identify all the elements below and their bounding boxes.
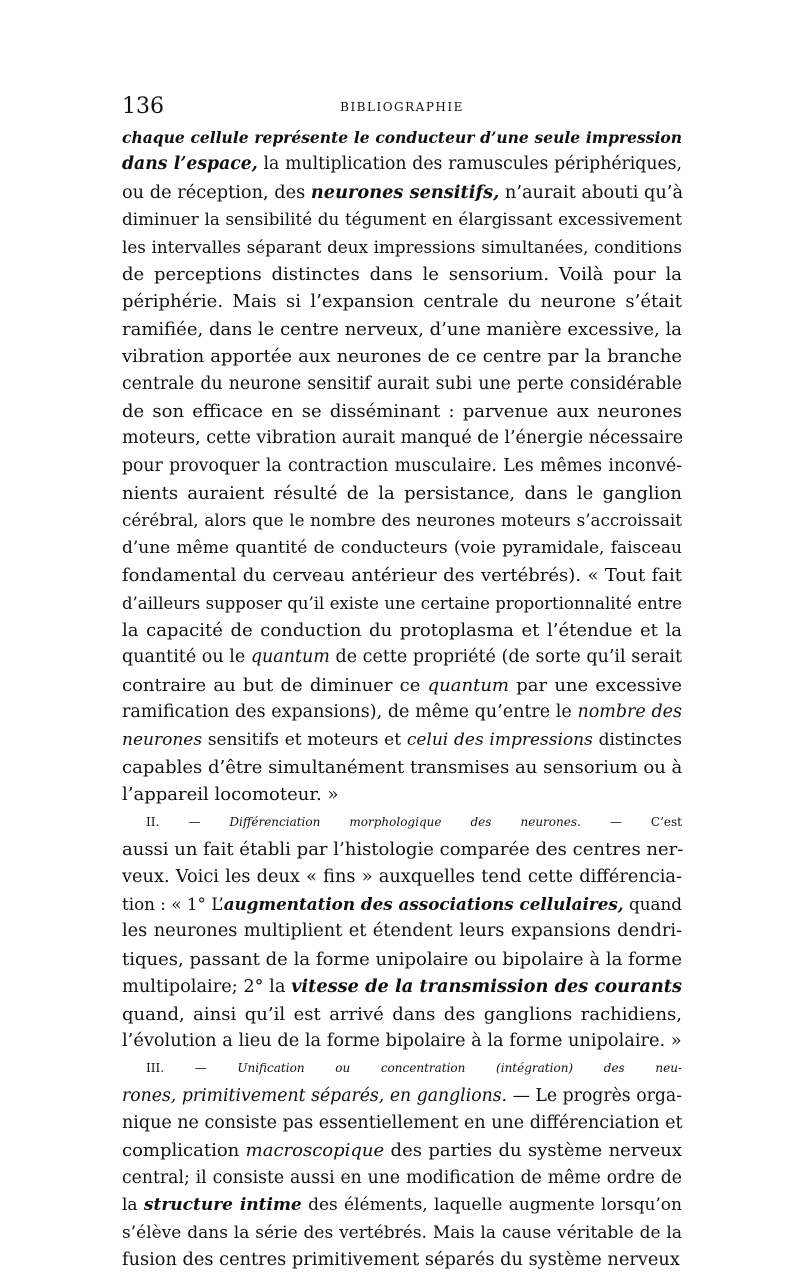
text-run: Unification ou concentration (intégration) des neu- <box>237 1061 682 1076</box>
text-line <box>122 973 682 1000</box>
text-run: nombre des <box>577 702 682 723</box>
text-run: quantum <box>427 674 509 696</box>
text-run: s’élève dans la série des vertébrés. Mais la cause véritable de la <box>122 1222 682 1243</box>
text-run: fondamental du cerveau antérieur des vertébrés). « Tout fait <box>122 565 682 587</box>
text-run: quantité ou le <box>122 647 251 668</box>
text-run: neurones sensitifs, <box>310 181 500 203</box>
text-line <box>122 617 682 644</box>
text-line <box>122 1165 682 1192</box>
text-run: fusion des centres primitivement séparés du système nerveux <box>122 1250 680 1271</box>
text-run: la capacité de conduction du protoplasma et l’étendue et la <box>122 620 682 642</box>
text-run: distinctes <box>592 729 682 750</box>
text-run: centrale du neurone sensitif aurait subi une perte considérable <box>122 373 682 394</box>
text-run: périphérie. Mais si l’expansion centrale du neurone s’était <box>122 291 682 313</box>
text-line <box>122 261 682 288</box>
text-line <box>122 1192 682 1219</box>
text-run: capables d’être simultanément transmises au sensorium ou à <box>122 756 683 778</box>
text-line <box>122 590 682 617</box>
text-run: d’ailleurs supposer qu’il existe une certaine proportionnalité entre <box>122 593 682 613</box>
text-run: tiques, passant de la forme unipolaire ou bipolaire à la forme <box>122 948 682 970</box>
text-run: de perceptions distinctes dans le sensorium. Voilà pour la <box>122 263 682 285</box>
text-line <box>122 836 682 863</box>
text-run: de cette propriété (de sorte qu’il serait <box>329 647 682 668</box>
text-run: macroscopique <box>245 1140 385 1162</box>
text-run: — C’est <box>580 814 682 829</box>
text-run: augmentation des associations cellulaires, <box>223 893 624 914</box>
text-line <box>122 507 682 534</box>
text-line <box>122 398 682 425</box>
text-run: nients auraient résulté de la persistance, dans le ganglion <box>122 483 682 505</box>
text-run: l’évolution a lieu de la forme bipolaire à la forme unipolaire. » <box>122 1030 682 1051</box>
text-run: neurones <box>122 729 203 750</box>
text-run: celui des impressions <box>406 729 593 750</box>
text-run: central; il consiste aussi en une modification de même ordre de <box>122 1167 682 1188</box>
text-line <box>122 1137 682 1164</box>
text-run: vitesse de la transmission des courants <box>291 976 682 998</box>
text-line <box>122 206 682 233</box>
text-run: la <box>122 1195 144 1216</box>
text-run: II. — <box>146 814 230 829</box>
text-run: nique ne consiste pas essentiellement en une différenciation et <box>122 1113 683 1134</box>
text-line <box>122 781 682 808</box>
text-line <box>122 453 682 480</box>
text-line <box>122 918 682 945</box>
text-run: quand <box>623 893 682 914</box>
text-line <box>122 480 682 507</box>
text-run: multipolaire; 2° la <box>122 977 292 998</box>
text-line <box>122 425 682 452</box>
text-line <box>122 1083 682 1110</box>
text-line <box>122 535 682 562</box>
text-line <box>122 699 682 726</box>
text-run: tion : « 1° L’ <box>122 893 224 914</box>
text-line <box>122 1028 682 1055</box>
text-line <box>122 316 682 343</box>
text-run: diminuer la sensibilité du tégument en élargissant excessivement <box>122 209 682 230</box>
page-number: 136 <box>122 94 164 119</box>
text-run: structure intime <box>143 1195 302 1216</box>
text-line <box>122 124 682 151</box>
text-line <box>122 891 682 918</box>
text-run: moteurs, cette vibration aurait manqué de l’énergie nécessaire <box>122 428 684 449</box>
text-run: complication <box>122 1140 246 1162</box>
text-line <box>122 562 682 589</box>
text-run: de son efficace en se disséminant : parvenue aux neurones <box>122 400 682 422</box>
text-line <box>122 179 682 206</box>
text-run: contraire au but de diminuer ce <box>122 674 428 696</box>
text-line <box>122 946 682 973</box>
text-line <box>122 727 682 754</box>
text-line <box>122 288 682 315</box>
text-run: quand, ainsi qu’il est arrivé dans des ganglions rachidiens, <box>122 1003 682 1025</box>
text-line <box>122 644 682 671</box>
text-line <box>122 672 682 699</box>
text-run: des éléments, laquelle augmente lorsqu’on <box>301 1195 682 1216</box>
text-line <box>122 1220 682 1247</box>
text-run: la multiplication des ramuscules périphériques, <box>257 154 682 175</box>
text-run: l’appareil locomoteur. » <box>122 784 339 806</box>
text-run: Différenciation morphologique des neurones. <box>229 814 581 829</box>
text-run: quantum <box>250 647 330 668</box>
text-line <box>122 371 682 398</box>
text-run: veux. Voici les deux « fins » auxquelles tend cette différencia- <box>122 866 682 887</box>
body-text <box>122 124 682 1274</box>
text-run: ou de réception, des <box>122 182 311 203</box>
text-run: sensitifs et moteurs et <box>202 729 407 750</box>
text-line <box>122 1001 682 1028</box>
text-run: des parties du système nerveux <box>384 1140 682 1162</box>
text-run: pour provoquer la contraction musculaire. Les mêmes inconvé- <box>122 455 682 476</box>
text-line <box>122 1110 682 1137</box>
text-line <box>122 754 682 781</box>
text-run: vibration apportée aux neurones de ce centre par la branche <box>122 346 682 368</box>
text-run: les intervalles séparant deux impressions simultanées, conditions <box>122 236 682 257</box>
text-run: dans l’espace, <box>122 154 258 175</box>
text-run: rones, primitivement séparés, en ganglions. <box>122 1085 508 1106</box>
text-run: chaque cellule représente le conducteur d’une seule impression <box>122 128 682 147</box>
text-line <box>122 864 682 891</box>
text-run: d’une même quantité de conducteurs (voie pyramidale, faisceau <box>122 537 682 558</box>
text-run: III. — <box>146 1061 238 1076</box>
text-run: n’aurait abouti qu’à <box>499 182 684 203</box>
text-line <box>122 234 682 261</box>
text-line <box>122 809 682 836</box>
text-line <box>122 343 682 370</box>
text-run: ramifiée, dans le centre nerveux, d’une manière excessive, la <box>122 318 682 340</box>
text-run: cérébral, alors que le nombre des neurones moteurs s’accroissait <box>122 510 682 531</box>
text-run: par une excessive <box>509 674 682 696</box>
text-run: les neurones multiplient et étendent leurs expansions dendri- <box>122 921 682 942</box>
page-header <box>122 92 682 122</box>
running-head: BIBLIOGRAPHIE <box>340 100 464 114</box>
text-line <box>122 1055 682 1082</box>
text-run: aussi un fait établi par l’histologie comparée des centres ner- <box>122 839 684 861</box>
text-run: ramification des expansions), de même qu’entre le <box>122 702 578 723</box>
text-run: — Le progrès orga- <box>507 1085 682 1106</box>
text-line <box>122 151 682 178</box>
